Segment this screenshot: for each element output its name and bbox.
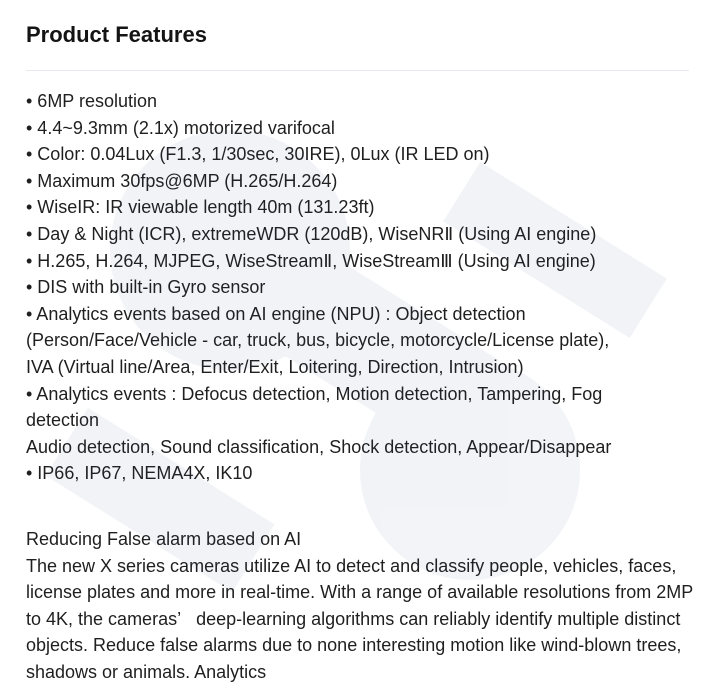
feature-item: • Analytics events based on AI engine (NPU) : Object detection [26, 303, 526, 324]
feature-item: • 6MP resolution [26, 91, 158, 111]
feature-item-continuation: (Person/Face/Vehicle - car, truck, bus, bicycle, motorcycle/License plate), [26, 330, 610, 351]
description-heading: Reducing False alarm based on AI [26, 529, 302, 549]
feature-item: • Color: 0.04Lux (F1.3, 1/30sec, 30IRE), 0Lux (IR LED on) [26, 144, 490, 165]
section-title: Product Features [26, 22, 207, 47]
feature-item: • DIS with built-in Gyro sensor [26, 277, 266, 298]
title-divider [26, 70, 689, 71]
feature-item-continuation: detection [26, 410, 100, 431]
feature-item-continuation: Audio detection, Sound classification, Shock detection, Appear/Disappear [26, 436, 612, 457]
description-body: The new X series cameras utilize AI to detect and classify people, vehicles, faces, license plates and more in real-time. With a range of available resolutions from 2MP to 4K, the cameras’ deep-learning algorithms can reliably identify multiple distinct objects. Reduce false alarms due to none interesting motion like wind-blown trees, shadows or animals. Analytics [26, 555, 693, 682]
feature-item-continuation: IVA (Virtual line/Area, Enter/Exit, Loitering, Direction, Intrusion) [26, 356, 524, 377]
feature-item: • Day & Night (ICR), extremeWDR (120dB), WiseNRⅡ (Using AI engine) [26, 223, 597, 244]
feature-list [26, 88, 696, 487]
description-block [26, 526, 696, 686]
feature-item: • Analytics events : Defocus detection, Motion detection, Tampering, Fog [26, 383, 603, 404]
feature-item: • H.265, H.264, MJPEG, WiseStreamⅡ, WiseStreamⅢ (Using AI engine) [26, 250, 596, 271]
feature-item: • WiseIR: IR viewable length 40m (131.23ft) [26, 197, 375, 218]
feature-item: • 4.4~9.3mm (2.1x) motorized varifocal [26, 117, 335, 138]
feature-item: • Maximum 30fps@6MP (H.265/H.264) [26, 170, 338, 191]
feature-item: • IP66, IP67, NEMA4X, IK10 [26, 463, 253, 484]
